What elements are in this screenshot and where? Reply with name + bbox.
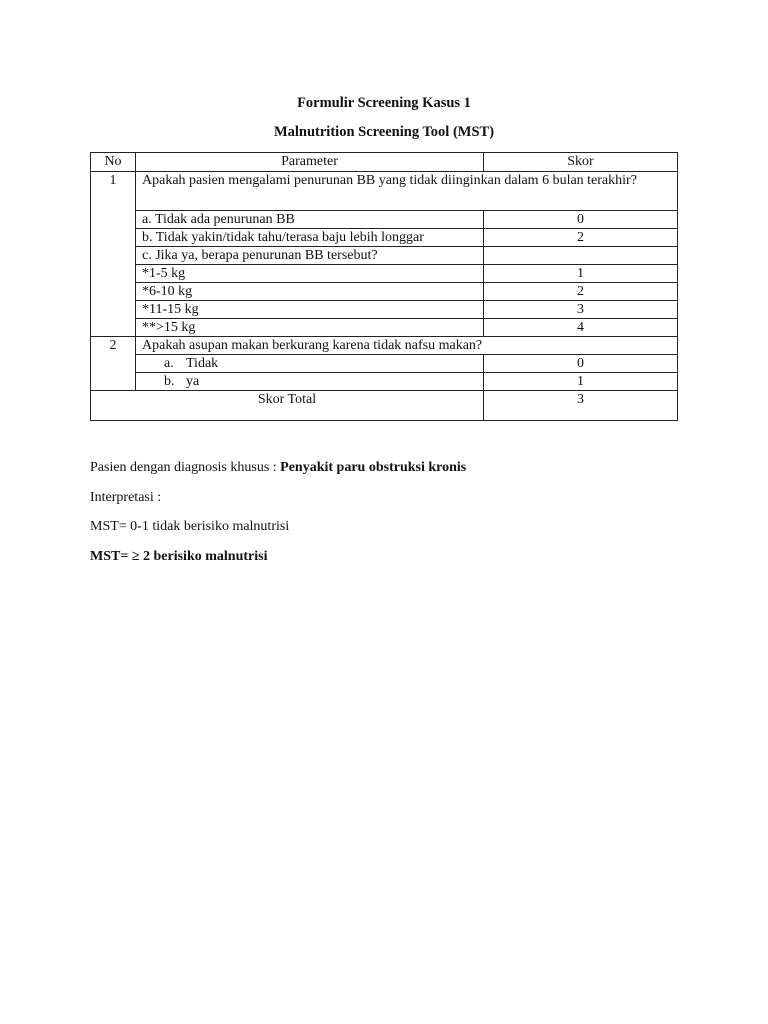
total-label: Skor Total	[91, 391, 484, 421]
table-row	[91, 247, 678, 265]
header-parameter: Parameter	[136, 153, 484, 172]
option-score-selected: 2	[484, 229, 678, 247]
option-score: 0	[484, 211, 678, 229]
option-label: Tidak	[186, 356, 219, 371]
table-row	[91, 301, 678, 319]
total-row	[91, 391, 678, 421]
table-row	[91, 211, 678, 229]
question-2-number: 2	[91, 337, 136, 391]
option-label: *11-15 kg	[136, 301, 484, 319]
option-label: c. Jika ya, berapa penurunan BB tersebut?	[136, 247, 484, 265]
table-row	[91, 229, 678, 247]
table-header-row	[91, 153, 678, 172]
question-2-row	[91, 337, 678, 355]
form-subtitle: Malnutrition Screening Tool (MST)	[273, 124, 495, 140]
header-no: No	[91, 153, 136, 172]
table-row	[91, 319, 678, 337]
option-score: 0	[484, 355, 678, 373]
mst-table	[90, 152, 678, 421]
question-1-number: 1	[91, 172, 136, 337]
table-row	[91, 283, 678, 301]
option-label: ya	[186, 374, 200, 389]
option-score	[484, 247, 678, 265]
question-1-text: Apakah pasien mengalami penurunan BB yang tidak diinginkan dalam 6 bulan terakhir?	[136, 172, 678, 211]
option-label: *1-5 kg	[136, 265, 484, 283]
interpretasi-heading: Interpretasi :	[90, 490, 162, 505]
option-label: a. Tidak ada penurunan BB	[136, 211, 484, 229]
option-cell	[136, 373, 484, 391]
option-score-selected: 1	[484, 373, 678, 391]
mst-high-risk: MST= ≥ 2 berisiko malnutrisi	[90, 549, 268, 564]
option-label: **>15 kg	[136, 319, 484, 337]
mst-low-risk: MST= 0-1 tidak berisiko malnutrisi	[90, 519, 290, 534]
total-score: 3	[484, 391, 678, 421]
form-title: Formulir Screening Kasus 1	[297, 95, 471, 111]
table-row	[91, 265, 678, 283]
option-letter: a.	[164, 356, 174, 371]
option-label: *6-10 kg	[136, 283, 484, 301]
option-label: b. Tidak yakin/tidak tahu/terasa baju lebih longgar	[136, 229, 484, 247]
option-cell	[136, 355, 484, 373]
table-row	[91, 355, 678, 373]
option-score: 3	[484, 301, 678, 319]
option-letter: b.	[164, 374, 175, 389]
header-skor: Skor	[484, 153, 678, 172]
table-row	[91, 373, 678, 391]
option-score: 1	[484, 265, 678, 283]
option-score: 2	[484, 283, 678, 301]
question-1-row	[91, 172, 678, 211]
diagnosis-value: Penyakit paru obstruksi kronis	[280, 460, 467, 475]
diagnosis-prefix: Pasien dengan diagnosis khusus :	[90, 460, 281, 475]
option-score: 4	[484, 319, 678, 337]
question-2-text: Apakah asupan makan berkurang karena tidak nafsu makan?	[136, 337, 678, 355]
diagnosis-line	[90, 459, 466, 477]
